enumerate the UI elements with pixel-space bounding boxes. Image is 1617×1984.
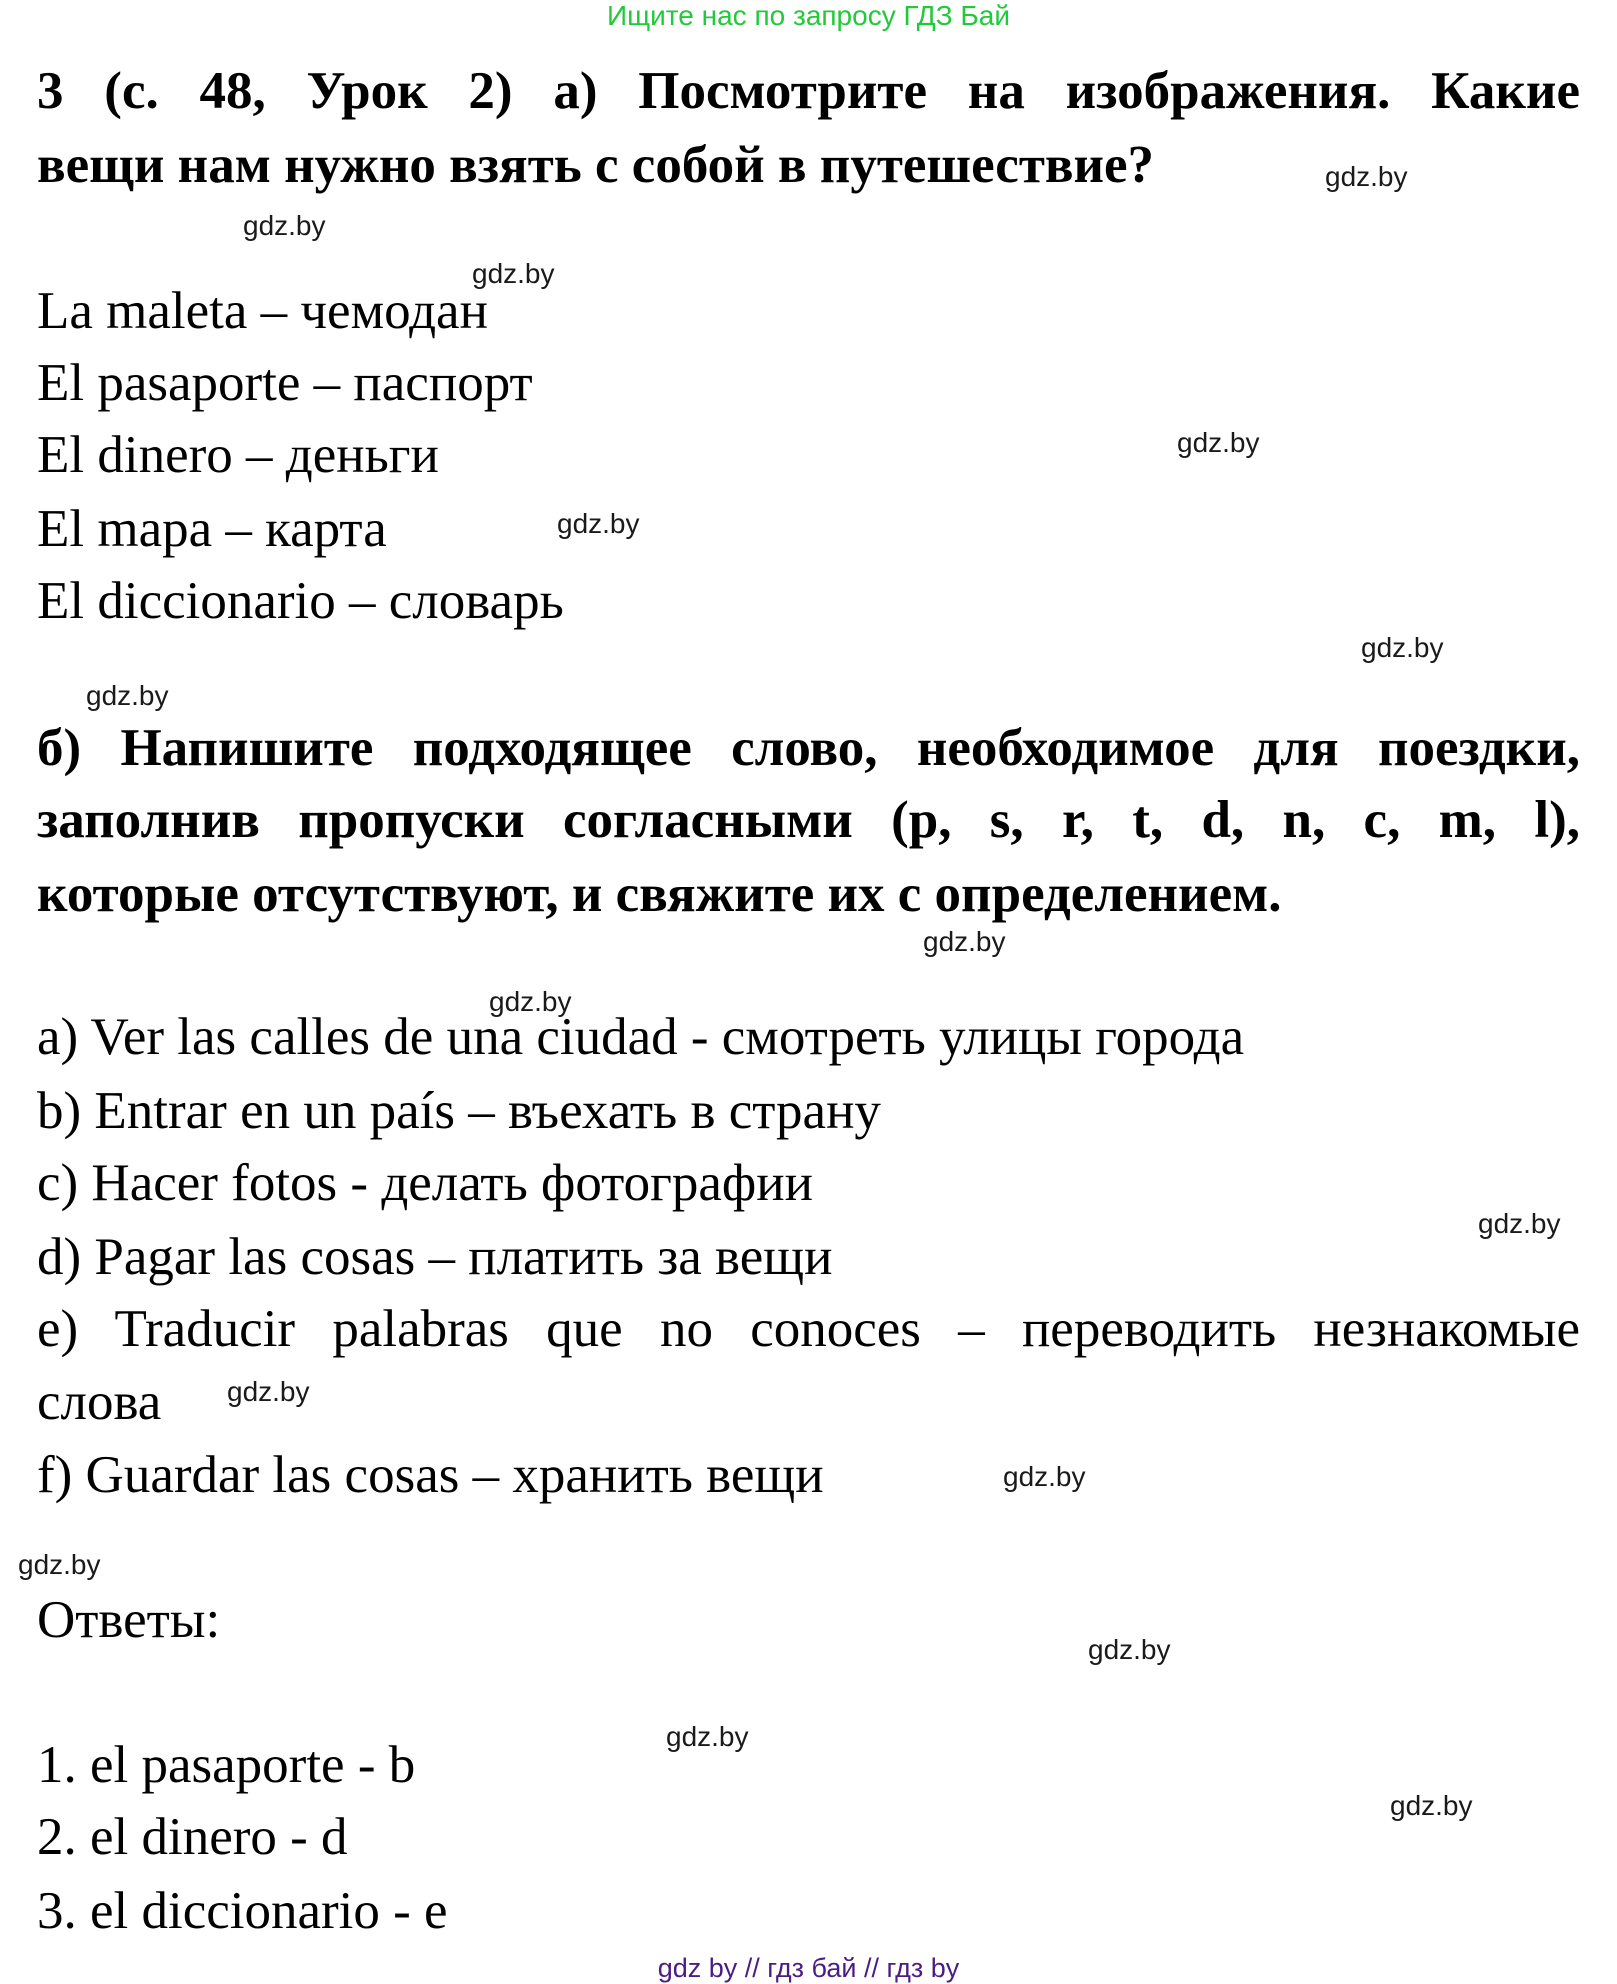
definition-item: c) Hacer fotos - делать фотографии [37, 1154, 813, 1212]
vocab-item: El pasaporte – паспорт [37, 354, 533, 412]
vocab-item: La maleta – чемодан [37, 282, 488, 340]
answer-item: 2. el dinero - d [37, 1808, 348, 1866]
watermark: gdz.by [1361, 632, 1444, 663]
answer-item: 3. el diccionario - e [37, 1882, 448, 1940]
watermark: gdz.by [1325, 161, 1408, 192]
answer-item: 1. el pasaporte - b [37, 1736, 416, 1794]
watermark: gdz.by [1003, 1461, 1086, 1492]
watermark: gdz.by [86, 680, 169, 711]
definition-item: b) Entrar en un país – въехать в страну [37, 1082, 881, 1140]
watermark: gdz.by [923, 926, 1006, 957]
definition-item: a) Ver las calles de una ciudad - смотреть улицы города [37, 1008, 1245, 1066]
answers-label: Ответы: [37, 1591, 221, 1649]
watermark: gdz.by [1177, 427, 1260, 458]
definition-item-continuation: слова [37, 1373, 162, 1431]
part-b-instruction-line-1: б) Напишите подходящее слово, необходимое для поездки, [37, 719, 1580, 777]
vocab-item: El dinero – деньги [37, 426, 439, 484]
watermark: gdz.by [243, 210, 326, 241]
watermark: gdz.by [1088, 1634, 1171, 1665]
watermark: gdz.by [489, 986, 572, 1017]
watermark: gdz.by [472, 258, 555, 289]
watermark: gdz.by [557, 508, 640, 539]
footer-site-links: gdz by // гдз бай // гдз by [657, 1953, 960, 1983]
part-b-instruction-line-2: заполнив пропуски согласными (p, s, r, t, d, n, c, m, l), [37, 791, 1580, 849]
definition-item: e) Traducir palabras que no conoces – переводить незнакомые [37, 1300, 1580, 1358]
watermark: gdz.by [666, 1721, 749, 1752]
search-hint-banner: Ищите нас по запросу ГДЗ Бай [606, 0, 1011, 31]
watermark: gdz.by [227, 1376, 310, 1407]
watermark: gdz.by [18, 1549, 101, 1580]
watermark: gdz.by [1478, 1208, 1561, 1239]
definition-item: f) Guardar las cosas – хранить вещи [37, 1446, 824, 1504]
vocab-item: El mapa – карта [37, 500, 387, 558]
task-title-line-2: вещи нам нужно взять с собой в путешествие? [37, 136, 1155, 194]
part-b-instruction-line-3: которые отсутствуют, и свяжите их с определением. [37, 865, 1282, 923]
vocab-item: El diccionario – словарь [37, 572, 564, 630]
task-title-line-1: 3 (с. 48, Урок 2) а) Посмотрите на изображения. Какие [37, 62, 1580, 120]
definition-item: d) Pagar las cosas – платить за вещи [37, 1228, 833, 1286]
watermark: gdz.by [1390, 1790, 1473, 1821]
